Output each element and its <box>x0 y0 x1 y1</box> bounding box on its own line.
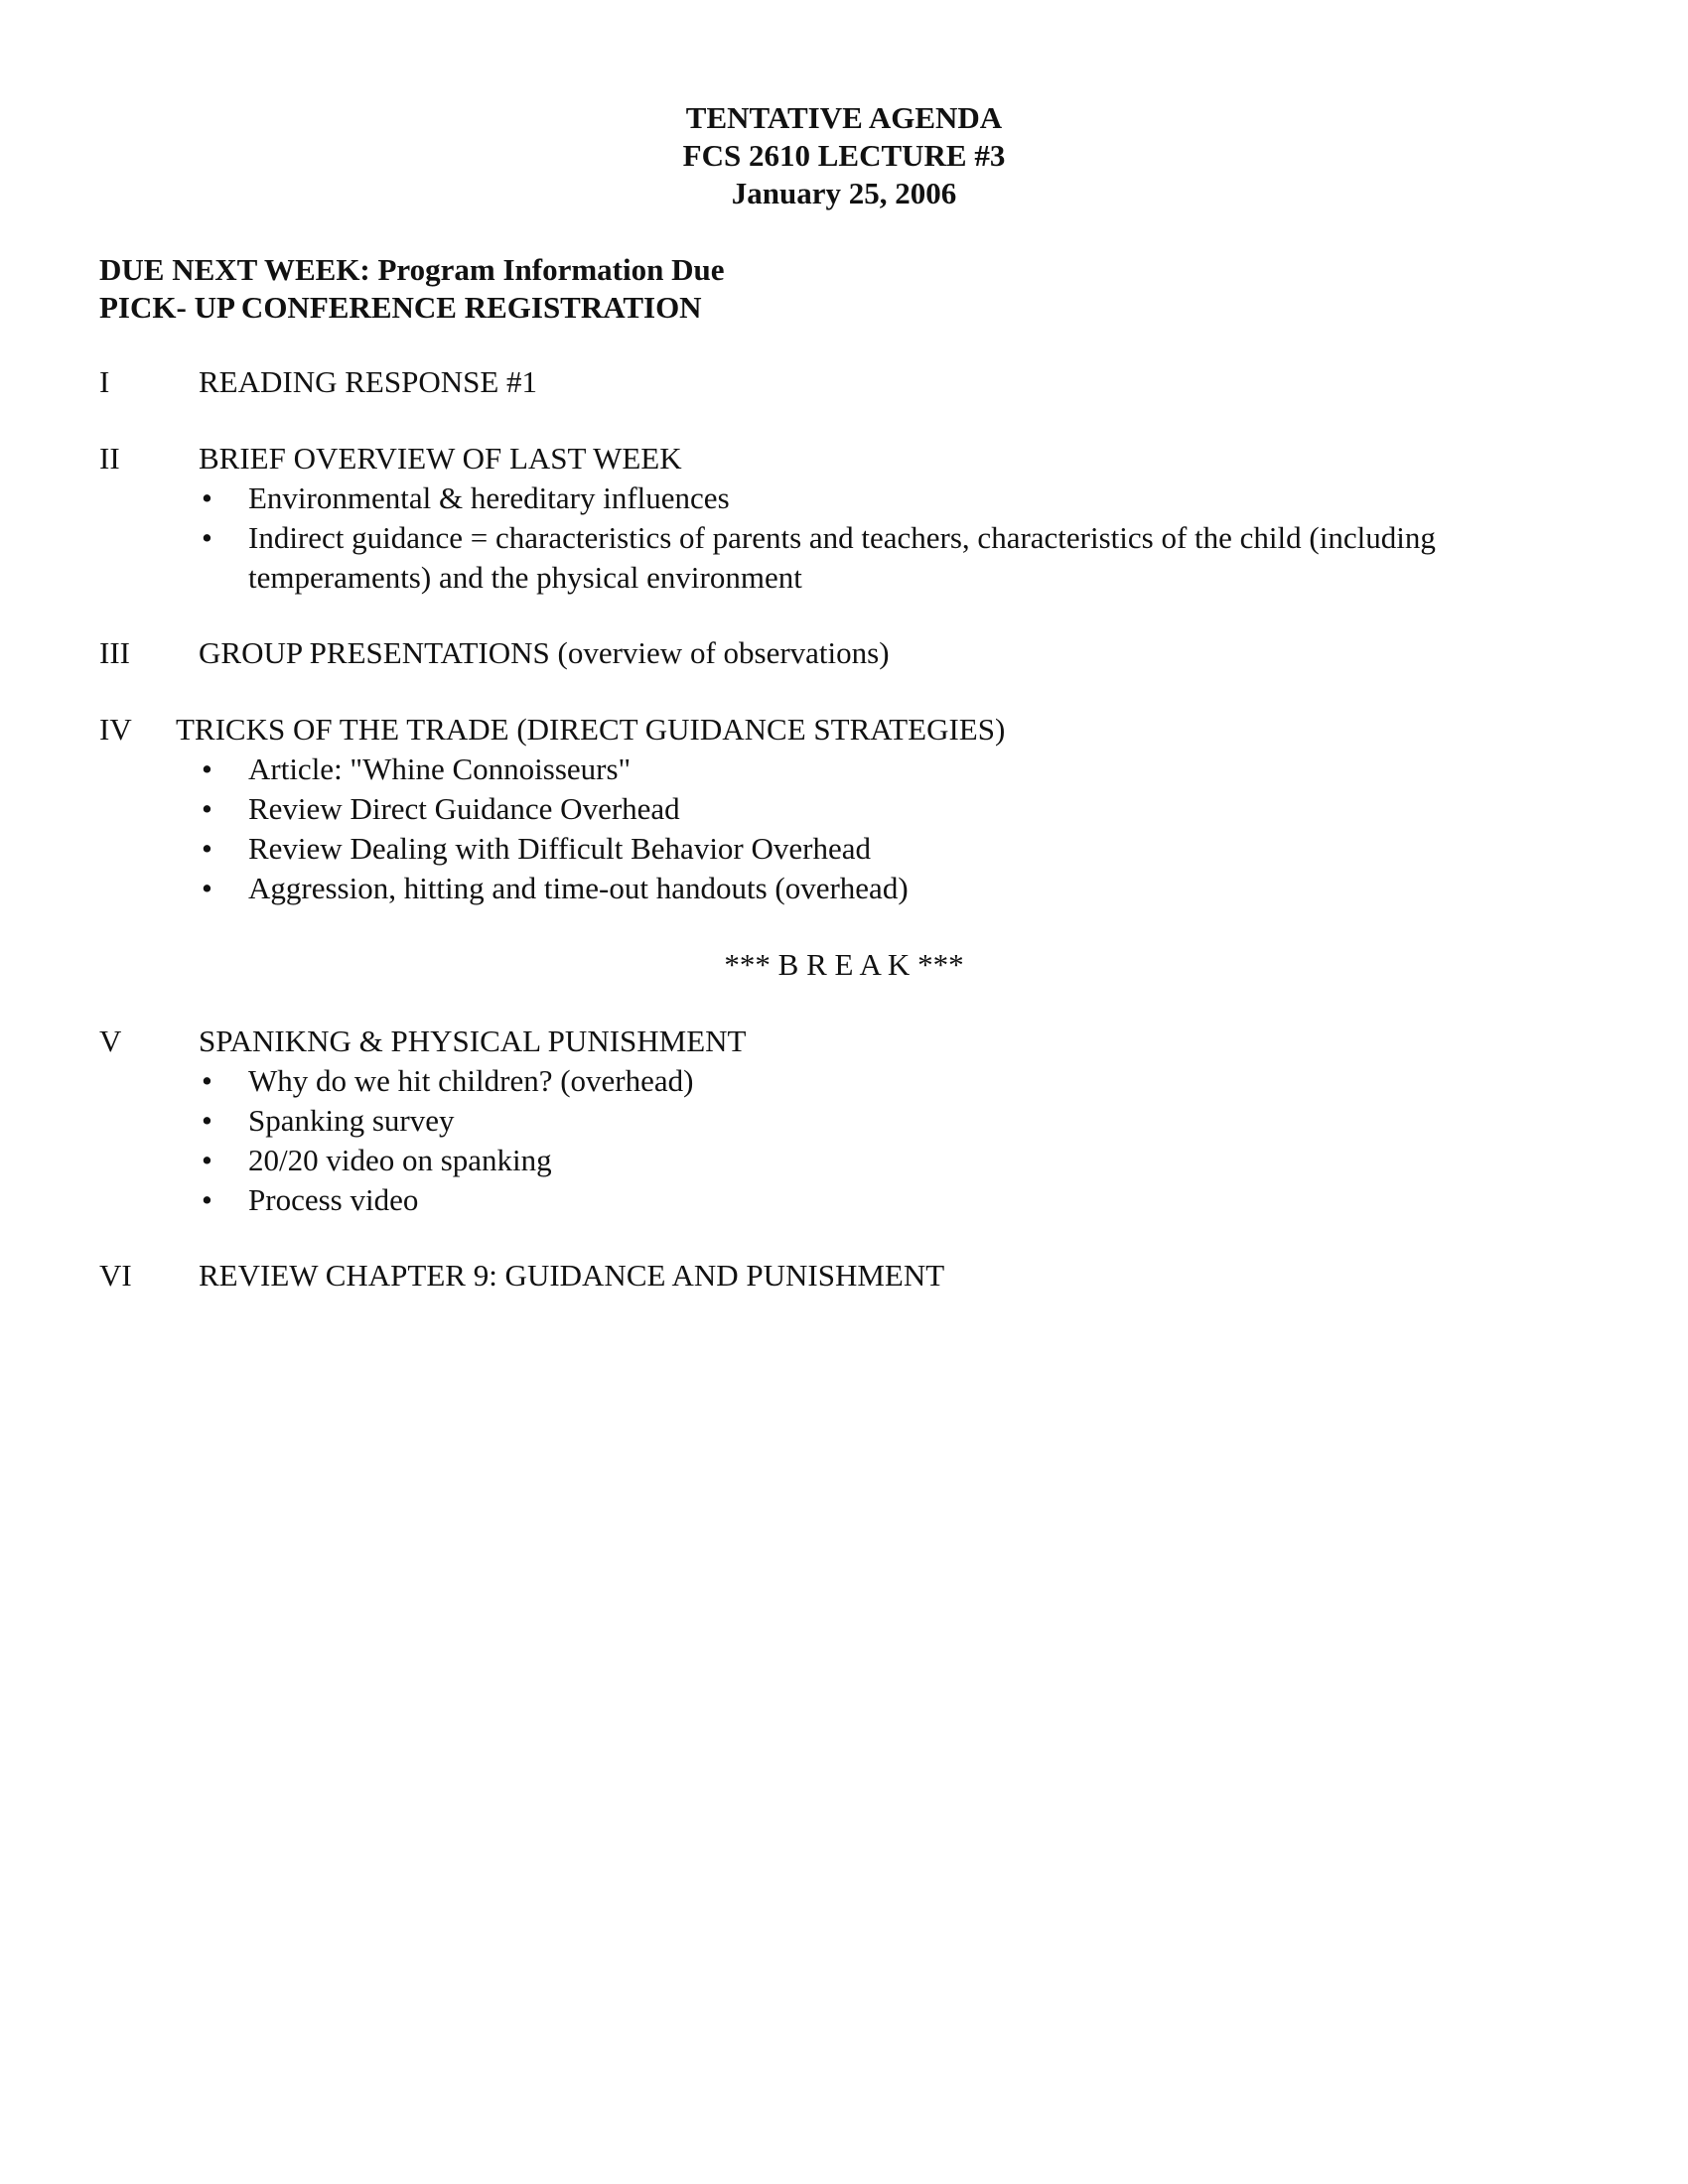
section-title: REVIEW CHAPTER 9: GUIDANCE AND PUNISHMENT <box>199 1258 945 1293</box>
lecture-date: January 25, 2006 <box>731 176 957 210</box>
agenda-section-ii <box>99 439 1489 598</box>
list-item: • Article: "Whine Connoisseurs" <box>99 750 1489 789</box>
section-numeral: VI <box>99 1258 132 1293</box>
bullet-icon: • <box>202 1143 212 1177</box>
bullet-list <box>99 478 1489 598</box>
section-title: GROUP PRESENTATIONS (overview of observations) <box>199 635 890 670</box>
pickup-notice: PICK- UP CONFERENCE REGISTRATION <box>99 290 702 325</box>
course-lecture: FCS 2610 LECTURE #3 <box>682 138 1006 173</box>
section-numeral: I <box>99 364 110 399</box>
section-title: SPANIKNG & PHYSICAL PUNISHMENT <box>199 1024 747 1058</box>
notices <box>99 251 725 327</box>
section-title: READING RESPONSE #1 <box>199 364 538 399</box>
bullet-icon: • <box>202 1182 212 1217</box>
list-item: • Why do we hit children? (overhead) <box>99 1061 1489 1101</box>
bullet-icon: • <box>202 791 212 826</box>
bullet-icon: • <box>202 831 212 866</box>
bullet-list <box>99 750 1489 908</box>
due-notice: DUE NEXT WEEK: Program Information Due <box>99 252 725 287</box>
bullet-icon: • <box>202 871 212 905</box>
bullet-icon: • <box>202 1063 212 1098</box>
bullet-icon: • <box>202 751 212 786</box>
list-item: • Aggression, hitting and time-out handouts (overhead) <box>99 869 1489 908</box>
list-item: • Review Direct Guidance Overhead <box>99 789 1489 829</box>
bullet-icon: • <box>202 480 212 515</box>
list-item: • Indirect guidance = characteristics of parents and teachers, characteristics of the child (including temperaments) and the physical environment <box>202 520 1436 595</box>
agenda-section-v <box>99 1022 1489 1220</box>
list-item: • Process video <box>99 1180 1489 1220</box>
section-numeral: V <box>99 1024 122 1058</box>
section-numeral: IV <box>99 712 132 747</box>
agenda-section-iv <box>99 710 1489 908</box>
break-marker: *** B R E A K *** <box>724 947 964 982</box>
list-item: • Environmental & hereditary influences <box>99 478 1489 518</box>
agenda-header <box>0 99 1688 212</box>
section-numeral: II <box>99 441 120 476</box>
section-numeral: III <box>99 635 130 670</box>
bullet-list <box>99 1061 1489 1220</box>
section-title: TRICKS OF THE TRADE (DIRECT GUIDANCE STRATEGIES) <box>176 712 1006 747</box>
list-item: • Review Dealing with Difficult Behavior Overhead <box>99 829 1489 869</box>
section-title: BRIEF OVERVIEW OF LAST WEEK <box>199 441 682 476</box>
list-item: • Spanking survey <box>99 1101 1489 1141</box>
bullet-icon: • <box>202 520 212 555</box>
agenda-title: TENTATIVE AGENDA <box>685 100 1003 135</box>
bullet-icon: • <box>202 1103 212 1138</box>
list-item: • 20/20 video on spanking <box>99 1141 1489 1180</box>
